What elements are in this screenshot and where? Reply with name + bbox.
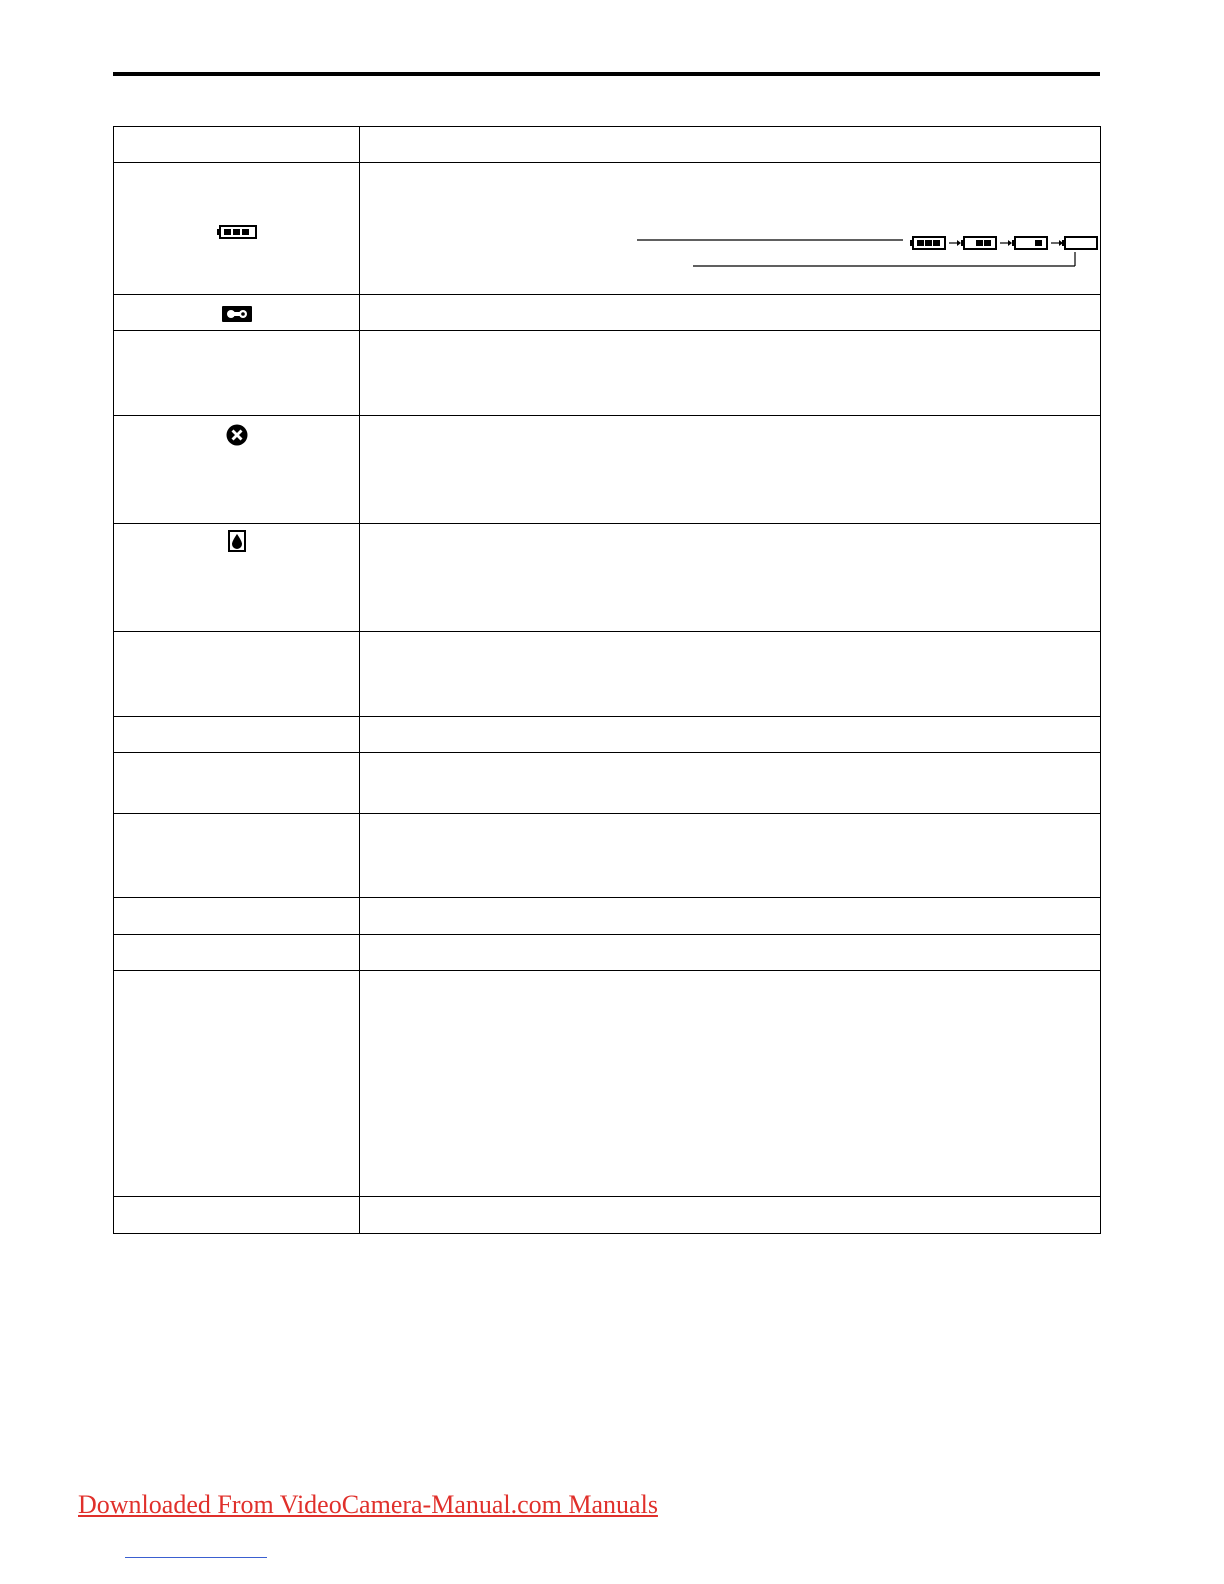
circle-x-icon [114,424,359,446]
table-row [114,127,1101,163]
indicator-cell [114,331,360,416]
description-cell [360,416,1101,524]
description-cell [360,753,1101,814]
indicator-cell [114,814,360,898]
battery-1-bar-icon [1012,237,1047,249]
cassette-icon [114,306,359,322]
indicator-cell [114,524,360,632]
table-row [114,717,1101,753]
indicator-cell [114,753,360,814]
description-cell [360,295,1101,331]
footer-download-link[interactable]: Downloaded From VideoCamera-Manual.com Manuals [78,1490,658,1519]
indicator-cell [114,935,360,971]
table-row [114,416,1101,524]
table-row [114,632,1101,717]
table-row [114,814,1101,898]
table-header-indicator [114,127,360,163]
description-cell [360,524,1101,632]
table-row [114,971,1101,1197]
arrow-icon [949,240,961,246]
water-drop-icon [114,530,359,552]
indicator-cell [114,295,360,331]
indicator-cell [114,416,360,524]
arrow-icon [1051,240,1063,246]
description-cell [360,1197,1101,1234]
footer-underline [125,1557,267,1558]
top-rule [113,72,1100,76]
table-row [114,163,1101,295]
indicator-cell [114,163,360,295]
battery-2-bars-icon [961,237,996,249]
indicator-cell [114,1197,360,1234]
battery-3-bars-icon [910,237,945,249]
table-row [114,524,1101,632]
battery-full-icon [114,225,359,239]
table-row [114,898,1101,935]
indicator-table [113,126,1101,1234]
indicator-cell [114,898,360,935]
description-cell [360,163,1101,295]
indicator-cell [114,971,360,1197]
description-cell [360,717,1101,753]
indicator-cell [114,632,360,717]
arrow-icon [1000,240,1012,246]
battery-level-diagram [360,163,1101,293]
description-cell [360,898,1101,935]
description-cell [360,935,1101,971]
table-row [114,331,1101,416]
table-row [114,753,1101,814]
table-header-description [360,127,1101,163]
table-row [114,295,1101,331]
description-cell [360,632,1101,717]
indicator-cell [114,717,360,753]
table-row [114,935,1101,971]
description-cell [360,814,1101,898]
description-cell [360,331,1101,416]
table-row [114,1197,1101,1234]
description-cell [360,971,1101,1197]
battery-empty-icon [1062,237,1097,249]
